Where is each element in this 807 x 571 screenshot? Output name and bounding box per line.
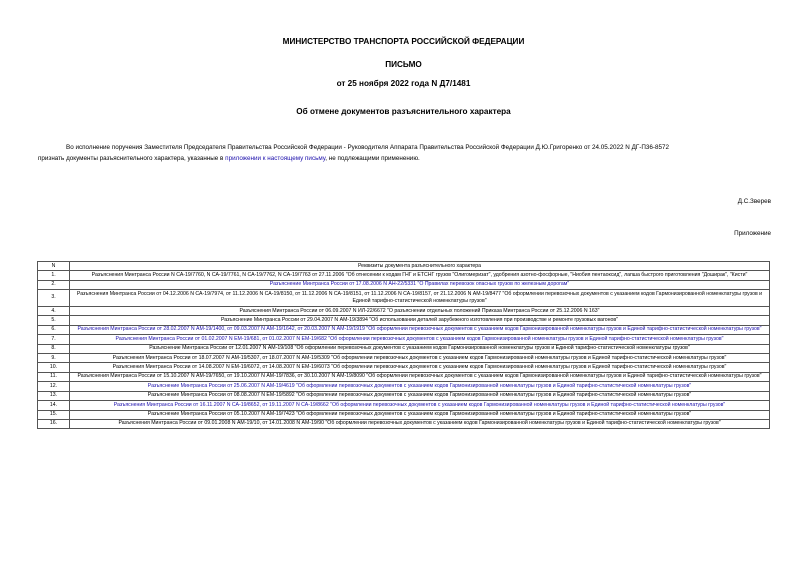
document-details: Разъяснения Минтранса России от 04.12.2006 N СА-19/7974, от 11.12.2006 N СА-19/8150, от 11.12.2006 N СА-19/8151, от 11.12.2006 N СА-19/8157, от 21.12.2006 N АМ-19/8477 "Об оформлении перевозочных документов с указанием кодов Гармонизированной номенклатуры грузов и Единой тарифно-статистической номенклатуры грузов" [70, 290, 770, 307]
table-row [38, 325, 770, 334]
table-row [38, 335, 770, 344]
ministry-title: МИНИСТЕРСТВО ТРАНСПОРТА РОССИЙСКОЙ ФЕДЕРАЦИИ [282, 37, 525, 46]
table-row [38, 271, 770, 280]
table-row [38, 372, 770, 381]
table-header-row [38, 262, 770, 271]
document-details: Разъяснения Минтранса России от 18.07.2007 N АМ-19/5307, от 18.07.2007 N АМ-19/5309 "Об оформлении перевозочных документов с указанием кодов Гармонизированной номенклатуры грузов и Единой тарифно-статистической номенклатуры грузов" [70, 354, 770, 363]
row-number: 16. [38, 419, 70, 428]
document-details: Разъяснение Минтранса России от 05.10.2007 N АМ-19/7423 "Об оформлении перевозочных документов с указанием кодов Гармонизированной номенклатуры грузов и Единой тарифно-статистической номенклатуры грузов" [70, 410, 770, 419]
row-number: 7. [38, 335, 70, 344]
document-details: Разъяснение Минтранса России от 29.04.2007 N АМ-19/3894 "Об использовании деталей зарубежного изготовления при производстве и ремонте грузовых вагонов" [70, 316, 770, 325]
document-link[interactable]: Разъяснения Минтранса России от 01.02.2007 N ЕМ-19/681, от 01.02.2007 N ЕМ-19/682 "Об оформлении перевозочных документов с указанием кодов Гармонизированной номенклатуры грузов и Единой тарифно-статистической номенклатуры грузов" [70, 335, 770, 344]
table-row [38, 401, 770, 410]
column-header-number: N [38, 262, 70, 271]
signature: Д.С.Зверев [737, 198, 771, 205]
table-row [38, 382, 770, 391]
document-type: ПИСЬМО [385, 60, 422, 69]
row-number: 1. [38, 271, 70, 280]
document-link[interactable]: Разъяснения Минтранса России от 28.02.2007 N АМ-19/1400, от 09.03.2007 N АМ-19/1642, от 20.03.2007 N АМ-19/1919 "Об оформлении перевозочных документов с указанием кодов Гармонизированной номенклатуры грузов и Единой тарифно-статистической номенклатуры грузов" [70, 325, 770, 334]
document-link[interactable]: Разъяснение Минтранса России от 17.08.2006 N АН-22/5331 "О Правилах перевозок опасных грузов по железным дорогам" [70, 280, 770, 289]
documents-table [37, 261, 770, 429]
column-header-details: Реквизиты документа разъяснительного характера [70, 262, 770, 271]
intro-text-after-link: , не подлежащими применению. [325, 155, 420, 162]
document-subject: Об отмене документов разъяснительного характера [296, 107, 511, 116]
table-row [38, 363, 770, 372]
table-row [38, 307, 770, 316]
row-number: 3. [38, 290, 70, 307]
table-row [38, 354, 770, 363]
document-details: Разъяснения Минтранса России от 15.10.2007 N АМ-19/7650, от 19.10.2007 N АМ-19/7836, от 30.10.2007 N АМ-19/8090 "Об оформлении перевозочных документов с указанием кодов Гармонизированной номенклатуры грузов и Единой тарифно-статистической номенклатуры грузов" [70, 372, 770, 381]
row-number: 13. [38, 391, 70, 400]
intro-line-1: Во исполнение поручения Заместителя Председателя Правительства Российской Федерации - Руководителя Аппарата Правительства Российской Федерации Д.Ю.Григоренко от 24.05.2022 N ДГ-П36-8572 [66, 144, 669, 151]
document-details: Разъяснения Минтранса России от 14.08.2007 N ЕМ-19/6072, от 14.08.2007 N ЕМ-19/6073 "Об оформлении перевозочных документов с указанием кодов Гармонизированной номенклатуры грузов и Единой тарифно-статистической номенклатуры грузов" [70, 363, 770, 372]
row-number: 9. [38, 354, 70, 363]
table-row [38, 280, 770, 289]
intro-text-before-link: признать документы разъяснительного характера, указанные в [38, 155, 226, 162]
row-number: 8. [38, 344, 70, 353]
row-number: 10. [38, 363, 70, 372]
document-details: Разъяснения Минтранса России N СА-19/7760, N СА-19/7761, N СА-19/7762, N СА-19/7763 от 27.11.2006 "Об отнесении к кодам ГНГ и ЕТСНГ грузов "Олигомеризат", удобрения азотно-фосфорные, "Ниобия пентаоксид", лапша быстрого приготовления "Доширак", "Кисти" [70, 271, 770, 280]
row-number: 11. [38, 372, 70, 381]
table-row [38, 344, 770, 353]
table-row [38, 391, 770, 400]
row-number: 14. [38, 401, 70, 410]
row-number: 15. [38, 410, 70, 419]
document-link[interactable]: Разъяснения Минтранса России от 16.11.2007 N СА-19/8652, от 19.11.2007 N СА-19/8662 "Об оформлении перевозочных документов с указанием кодов Гармонизированной номенклатуры грузов и Единой тарифно-статистической номенклатуры грузов" [70, 401, 770, 410]
intro-line-2 [38, 154, 770, 164]
table-row [38, 316, 770, 325]
document-date-number: от 25 ноября 2022 года N Д7/1481 [336, 79, 471, 88]
table-row [38, 410, 770, 419]
appendix-link[interactable]: приложении к настоящему письму [225, 155, 326, 162]
row-number: 4. [38, 307, 70, 316]
document-link[interactable]: Разъяснение Минтранса России от 25.06.2007 N АМ-19/4619 "Об оформлении перевозочных документов с указанием кодов Гармонизированной номенклатуры грузов и Единой тарифно-статистической номенклатуры грузов" [70, 382, 770, 391]
table-row [38, 290, 770, 307]
table-row [38, 419, 770, 428]
row-number: 2. [38, 280, 70, 289]
appendix-label: Приложение [734, 230, 771, 237]
document-details: Разъяснение Минтранса России от 12.01.2007 N АМ-19/108 "Об оформлении перевозочных документов с указанием кодов Гармонизированной номенклатуры грузов и Единой тарифно-статистической номенклатуры грузов" [70, 344, 770, 353]
row-number: 6. [38, 325, 70, 334]
document-details: Разъяснения Минтранса России от 06.09.2007 N ИЛ-22/6672 "О разъяснении отдельных положений Приказа Минтранса России от 25.12.2006 N 163" [70, 307, 770, 316]
document-details: Разъяснение Минтранса России от 08.08.2007 N ЕМ-19/5892 "Об оформлении перевозочных документов с указанием кодов Гармонизированной номенклатуры грузов и Единой тарифно-статистической номенклатуры грузов" [70, 391, 770, 400]
row-number: 12. [38, 382, 70, 391]
row-number: 5. [38, 316, 70, 325]
document-details: Разъяснения Минтранса России от 09.01.2008 N АМ-19/10, от 14.01.2008 N АМ-19/90 "Об оформлении перевозочных документов с указанием кодов Гармонизированной номенклатуры грузов и Единой тарифно-статистической номенклатуры грузов" [70, 419, 770, 428]
